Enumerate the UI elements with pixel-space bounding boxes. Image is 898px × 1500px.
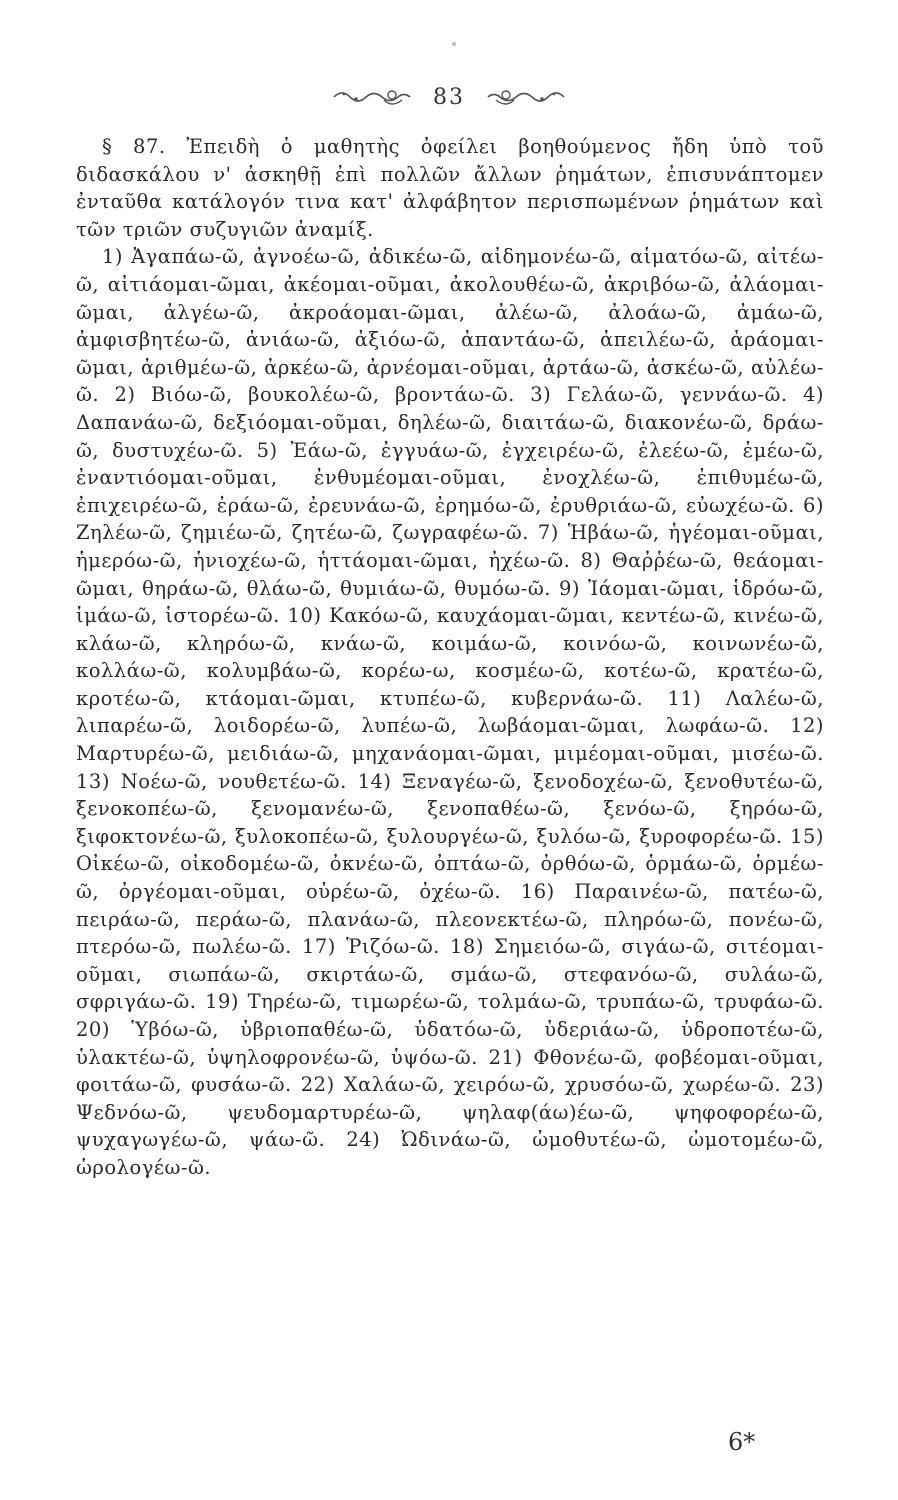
body-text xyxy=(76,133,824,1182)
page-speck xyxy=(452,42,456,46)
ornament-left-icon xyxy=(332,86,412,108)
page-number: 83 xyxy=(433,84,465,110)
page-header xyxy=(0,84,898,110)
section-87-intro: § 87. Ἐπειδὴ ὁ μαθητὴς ὀφείλει βοηθούμενος ἤδη ὑπὸ τοῦ διδασκάλου ν' ἀσκηθῇ ἐπὶ πολλῶν ἄλλων ῥημάτων, ἐπισυνάπτομεν ἐνταῦθα κατάλογόν τινα κατ' ἀλφάβητον περισπωμένων ῥημάτων καὶ τῶν τριῶν συζυγιῶν ἀναμίξ. xyxy=(76,135,824,241)
signature-mark: 6* xyxy=(728,1428,756,1456)
verb-list: 1) Ἀγαπάω-ῶ, ἀγνοέω-ῶ, ἀδικέω-ῶ, αἰδημονέω-ῶ, αἱματόω-ῶ, αἰτέω-ῶ, αἰτιάομαι-ῶμαι, ἀκέομαι-οῦμαι, ἀκολουθέω-ῶ, ἀκριβόω-ῶ, ἀλάομαι-ῶμαι, ἀλγέω-ῶ, ἀκροάομαι-ῶμαι, ἀλέω-ῶ, ἀλοάω-ῶ, ἀμάω-ῶ, ἀμφισβητέω-ῶ, ἀνιάω-ῶ, ἀξιόω-ῶ, ἀπαντάω-ῶ, ἀπειλέω-ῶ, ἀράομαι-ῶμαι, ἀριθμέω-ῶ, ἀρκέω-ῶ, ἀρνέομαι-οῦμαι, ἀρτάω-ῶ, ἀσκέω-ῶ, αὐλέω-ῶ. 2) Βιόω-ῶ, βουκολέω-ῶ, βροντάω-ῶ. 3) Γελάω-ῶ, γεννάω-ῶ. 4) Δαπανάω-ῶ, δεξιόομαι-οῦμαι, δηλέω-ῶ, διαιτάω-ῶ, διακονέω-ῶ, δράω-ῶ, δυστυχέω-ῶ. 5) Ἐάω-ῶ, ἐγγυάω-ῶ, ἐγχειρέω-ῶ, ἐλεέω-ῶ, ἐμέω-ῶ, ἐναντιόομαι-οῦμαι, ἐνθυμέομαι-οῦμαι, ἐνοχλέω-ῶ, ἐπιθυμέω-ῶ, ἐπιχειρέω-ῶ, ἐράω-ῶ, ἐρευνάω-ῶ, ἐρημόω-ῶ, ἐρυθριάω-ῶ, εὐωχέω-ῶ. 6) Ζηλέω-ῶ, ζημιέω-ῶ, ζητέω-ῶ, ζωγραφέω-ῶ. 7) Ἡβάω-ῶ, ἡγέομαι-οῦμαι, ἡμερόω-ῶ, ἡνιοχέω-ῶ, ἡττάομαι-ῶμαι, ἠχέω-ῶ. 8) Θαῤῥέω-ῶ, θεάομαι-ῶμαι, θηράω-ῶ, θλάω-ῶ, θυμιάω-ῶ, θυμόω-ῶ. 9) Ἰάομαι-ῶμαι, ἱδρόω-ῶ, ἱμάω-ῶ, ἱστορέω-ῶ. 10) Κακόω-ῶ, καυχάομαι-ῶμαι, κεντέω-ῶ, κινέω-ῶ, κλάω-ῶ, κληρόω-ῶ, κνάω-ῶ, κοιμάω-ῶ, κοινόω-ῶ, κοινωνέω-ῶ, κολλάω-ῶ, κολυμβάω-ῶ, κορέω-ω, κοσμέω-ῶ, κοτέω-ῶ, κρατέω-ῶ, κροτέω-ῶ, κτάομαι-ῶμαι, κτυπέω-ῶ, κυβερνάω-ῶ. 11) Λαλέω-ῶ, λιπαρέω-ῶ, λοιδορέω-ῶ, λυπέω-ῶ, λωβάομαι-ῶμαι, λωφάω-ῶ. 12) Μαρτυρέω-ῶ, μειδιάω-ῶ, μηχανάομαι-ῶμαι, μιμέομαι-οῦμαι, μισέω-ῶ. 13) Νοέω-ῶ, νουθετέω-ῶ. 14) Ξεναγέω-ῶ, ξενοδοχέω-ῶ, ξενοθυτέω-ῶ, ξενοκοπέω-ῶ, ξενομανέω-ῶ, ξενοπαθέω-ῶ, ξενόω-ῶ, ξηρόω-ῶ, ξιφοκτονέω-ῶ, ξυλοκοπέω-ῶ, ξυλουργέω-ῶ, ξυλόω-ῶ, ξυροφορέω-ῶ. 15) Οἰκέω-ῶ, οἰκοδομέω-ῶ, ὀκνέω-ῶ, ὀπτάω-ῶ, ὀρθόω-ῶ, ὁρμάω-ῶ, ὁρμέω-ῶ, ὀργέομαι-οῦμαι, οὐρέω-ῶ, ὀχέω-ῶ. 16) Παραινέω-ῶ, πατέω-ῶ, πειράω-ῶ, περάω-ῶ, πλανάω-ῶ, πλεονεκτέω-ῶ, πληρόω-ῶ, πονέω-ῶ, πτερόω-ῶ, πωλέω-ῶ. 17) Ῥιζόω-ῶ. 18) Σημειόω-ῶ, σιγάω-ῶ, σιτέομαι-οῦμαι, σιωπάω-ῶ, σκιρτάω-ῶ, σμάω-ῶ, στεφανόω-ῶ, συλάω-ῶ, σφριγάω-ῶ. 19) Τηρέω-ῶ, τιμωρέω-ῶ, τολμάω-ῶ, τρυπάω-ῶ, τρυφάω-ῶ. 20) Ὑβόω-ῶ, ὑβριοπαθέω-ῶ, ὑδατόω-ῶ, ὑδεριάω-ῶ, ὑδροποτέω-ῶ, ὑλακτέω-ῶ, ὑψηλοφρονέω-ῶ, ὑψόω-ῶ. 21) Φθονέω-ῶ, φοβέομαι-οῦμαι, φοιτάω-ῶ, φυσάω-ῶ. 22) Χαλάω-ῶ, χειρόω-ῶ, χρυσόω-ῶ, χωρέω-ῶ. 23) Ψεδνόω-ῶ, ψευδομαρτυρέω-ῶ, ψηλαφ(άω)έω-ῶ, ψηφοφορέω-ῶ, ψυχαγωγέω-ῶ, ψάω-ῶ. 24) Ὠδινάω-ῶ, ὠμοθυτέω-ῶ, ὠμοτομέω-ῶ, ὡρολογέω-ῶ. xyxy=(76,245,824,1179)
ornament-right-icon xyxy=(486,86,566,108)
